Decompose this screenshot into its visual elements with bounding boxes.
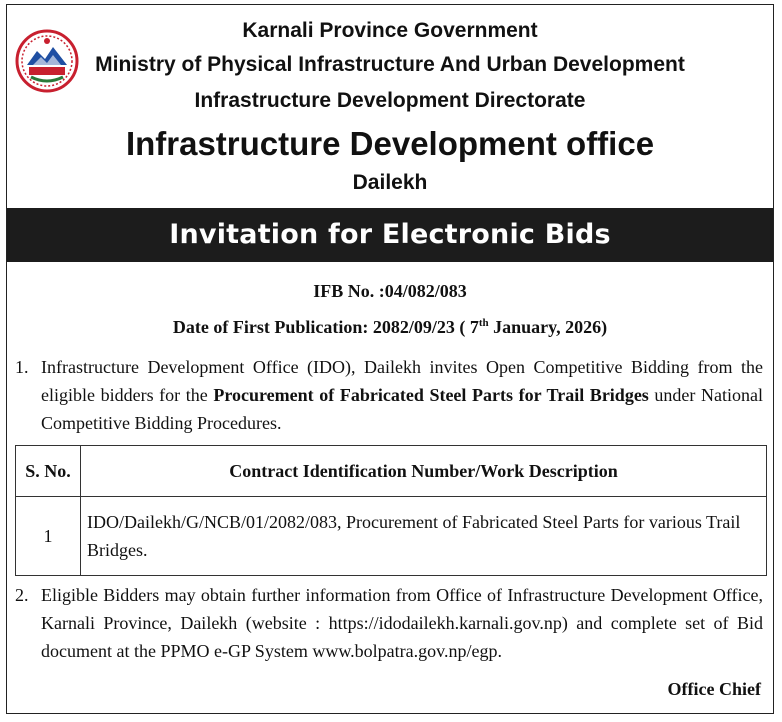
paragraph-1-text-end: under National Competitive Bidding Procedures. [41,385,763,433]
paragraph-1-number: 1. [15,357,29,377]
paragraph-2-text: Eligible Bidders may obtain further information from Office of Infrastructure Development Office, Karnali Province, Dailekh (website : https://idodailekh.karnali.gov.np) and complete set of Bid document at the PPMO e-GP System www.bolpatra.gov.np/egp. [41,585,763,661]
table-header-description: Contract Identification Number/Work Description [81,446,767,497]
ministry-name: Ministry of Physical Infrastructure And Urban Development [95,53,685,76]
paragraph-1-bold: Procurement of Fabricated Steel Parts for Trail Bridges [213,385,649,405]
notice-page [6,4,774,714]
paragraph-1-text: Infrastructure Development Office (IDO), Dailekh invites Open Competitive Bidding from the eligible bidders for the [41,357,763,405]
table-header-row [16,446,767,497]
publication-date-prefix: Date of First Publication: 2082/09/23 ( 7 [172,317,479,337]
signature-office-chief: Office Chief [667,679,761,699]
office-location: Dailekh [352,171,428,194]
office-name: Infrastructure Development office [125,125,655,162]
table-header-sno: S. No. [16,446,81,497]
directorate-name: Infrastructure Development Directorate [194,89,586,112]
publication-date-suffix: January, 2026) [488,317,608,337]
paragraph-2 [15,581,763,665]
table-row [16,497,767,576]
table-cell-sno: 1 [16,497,81,576]
table-cell-description: IDO/Dailekh/G/NCB/01/2082/083, Procurement of Fabricated Steel Parts for various Trail Bridges. [81,497,767,576]
paragraph-2-number: 2. [15,585,29,605]
paragraph-1 [15,353,763,437]
publication-date-sup: th [478,317,489,329]
notice-title-banner: Invitation for Electronic Bids [7,208,773,262]
province-government: Karnali Province Government [242,19,538,42]
works-table [15,445,767,576]
publication-date [7,317,773,338]
ifb-number: IFB No. :04/082/083 [313,281,467,301]
